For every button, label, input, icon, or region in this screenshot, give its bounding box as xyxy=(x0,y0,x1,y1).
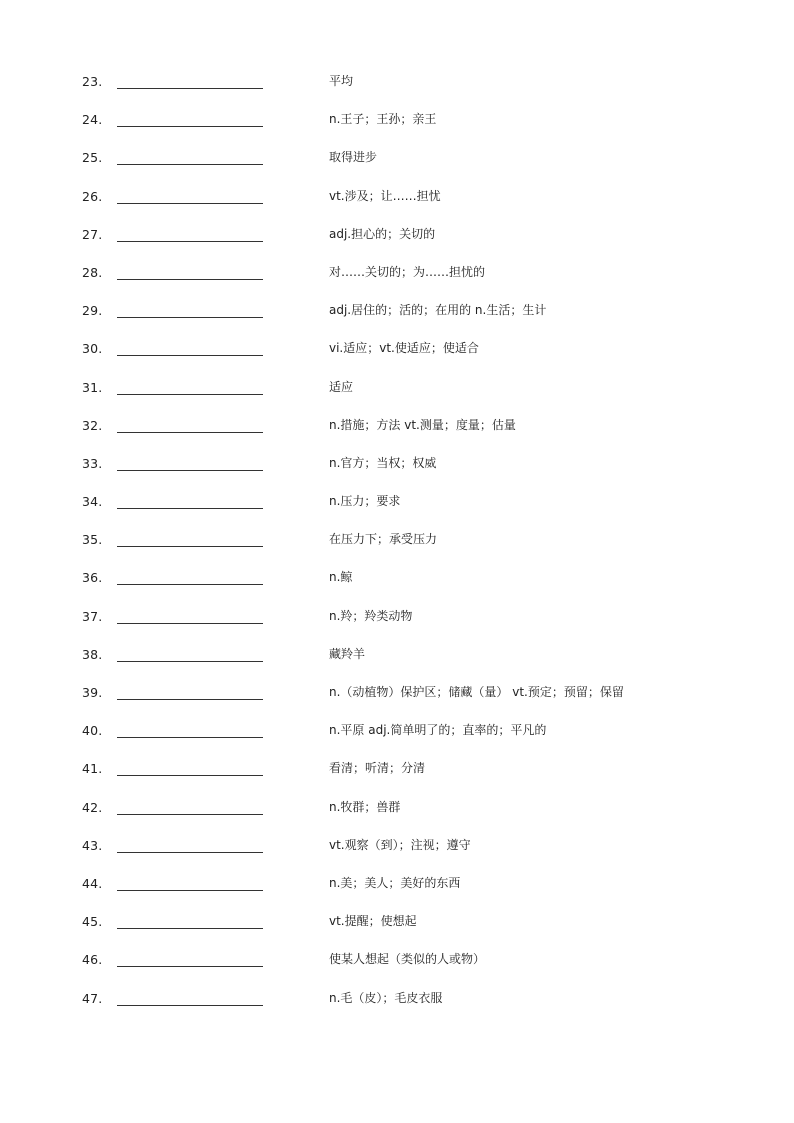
chinese-meaning: 适应 xyxy=(329,379,354,394)
item-number: 47. xyxy=(82,990,103,1006)
vocab-row xyxy=(0,866,794,904)
vocab-row xyxy=(0,446,794,484)
item-number: 46. xyxy=(82,952,103,968)
chinese-meaning: vt.观察（到）；注视；遵守 xyxy=(329,837,471,852)
item-number: 28. xyxy=(82,264,103,280)
chinese-meaning: n.官方；当权；权威 xyxy=(329,455,437,470)
item-number: 30. xyxy=(82,341,103,357)
chinese-meaning: 在压力下；承受压力 xyxy=(329,532,438,547)
answer-blank[interactable] xyxy=(117,164,263,165)
answer-blank[interactable] xyxy=(117,890,263,891)
answer-blank[interactable] xyxy=(117,394,263,395)
item-number: 25. xyxy=(82,150,103,166)
chinese-meaning: 藏羚羊 xyxy=(329,646,366,661)
item-number: 24. xyxy=(82,112,103,128)
vocab-row xyxy=(0,713,794,751)
chinese-meaning: adj.担心的；关切的 xyxy=(329,226,436,241)
answer-blank[interactable] xyxy=(117,88,263,89)
answer-blank[interactable] xyxy=(117,355,263,356)
answer-blank[interactable] xyxy=(117,279,263,280)
item-number: 37. xyxy=(82,608,103,624)
item-number: 23. xyxy=(82,74,103,89)
chinese-meaning: 看清；听清；分清 xyxy=(329,761,426,776)
item-number: 33. xyxy=(82,455,103,471)
answer-blank[interactable] xyxy=(117,241,263,242)
vocab-row xyxy=(0,217,794,255)
vocab-row xyxy=(0,790,794,828)
item-number: 32. xyxy=(82,417,103,433)
answer-blank[interactable] xyxy=(117,546,263,547)
vocab-row xyxy=(0,255,794,293)
chinese-meaning: vi.适应；vt.使适应；使适合 xyxy=(329,341,479,356)
item-number: 41. xyxy=(82,761,103,777)
answer-blank[interactable] xyxy=(117,126,263,127)
item-number: 38. xyxy=(82,646,103,662)
chinese-meaning: n.羚；羚类动物 xyxy=(329,608,413,623)
item-number: 31. xyxy=(82,379,103,395)
answer-blank[interactable] xyxy=(117,317,263,318)
chinese-meaning: n.牧群；兽群 xyxy=(329,799,401,814)
vocab-row xyxy=(0,102,794,140)
answer-blank[interactable] xyxy=(117,661,263,662)
chinese-meaning: vt.涉及；让……担忧 xyxy=(329,188,441,203)
vocab-row xyxy=(0,828,794,866)
answer-blank[interactable] xyxy=(117,966,263,967)
chinese-meaning: 取得进步 xyxy=(329,150,378,165)
item-number: 26. xyxy=(82,188,103,204)
vocab-row xyxy=(0,179,794,217)
vocab-row xyxy=(0,522,794,560)
vocab-row xyxy=(0,751,794,789)
vocab-row xyxy=(0,904,794,942)
chinese-meaning: 平均 xyxy=(329,74,354,88)
item-number: 40. xyxy=(82,723,103,739)
item-number: 39. xyxy=(82,685,103,700)
chinese-meaning: n.平原 adj.简单明了的；直率的；平凡的 xyxy=(329,723,547,738)
vocab-row xyxy=(0,560,794,598)
answer-blank[interactable] xyxy=(117,775,263,776)
item-number: 42. xyxy=(82,799,103,815)
chinese-meaning: n.压力；要求 xyxy=(329,494,401,509)
vocab-row xyxy=(0,331,794,369)
vocab-row xyxy=(0,408,794,446)
vocab-row xyxy=(0,599,794,637)
answer-blank[interactable] xyxy=(117,432,263,433)
item-number: 34. xyxy=(82,494,103,510)
answer-blank[interactable] xyxy=(117,737,263,738)
answer-blank[interactable] xyxy=(117,470,263,471)
chinese-meaning: n.美；美人；美好的东西 xyxy=(329,875,461,890)
item-number: 27. xyxy=(82,226,103,242)
answer-blank[interactable] xyxy=(117,203,263,204)
vocab-row xyxy=(0,484,794,522)
chinese-meaning: adj.居住的；活的；在用的 n.生活；生计 xyxy=(329,303,547,318)
answer-blank[interactable] xyxy=(117,814,263,815)
answer-blank[interactable] xyxy=(117,584,263,585)
item-number: 29. xyxy=(82,303,103,319)
answer-blank[interactable] xyxy=(117,928,263,929)
item-number: 36. xyxy=(82,570,103,586)
chinese-meaning: n.王子；王孙；亲王 xyxy=(329,112,437,127)
chinese-meaning: 对……关切的；为……担忧的 xyxy=(329,264,486,279)
vocabulary-list xyxy=(0,64,794,1019)
answer-blank[interactable] xyxy=(117,1005,263,1006)
answer-blank[interactable] xyxy=(117,699,263,700)
vocab-row xyxy=(0,370,794,408)
item-number: 43. xyxy=(82,837,103,853)
item-number: 45. xyxy=(82,914,103,930)
item-number: 44. xyxy=(82,875,103,891)
chinese-meaning: n.毛（皮）；毛皮衣服 xyxy=(329,990,443,1005)
vocab-row xyxy=(0,140,794,178)
answer-blank[interactable] xyxy=(117,623,263,624)
chinese-meaning: n.（动植物）保护区；储藏（量） vt.预定；预留；保留 xyxy=(329,685,624,699)
chinese-meaning: vt.提醒；使想起 xyxy=(329,914,417,929)
vocab-row xyxy=(0,981,794,1019)
answer-blank[interactable] xyxy=(117,852,263,853)
chinese-meaning: n.鲸 xyxy=(329,570,353,585)
vocab-row xyxy=(0,293,794,331)
vocab-row xyxy=(0,637,794,675)
vocab-row xyxy=(0,64,794,102)
chinese-meaning: 使某人想起（类似的人或物） xyxy=(329,952,486,967)
chinese-meaning: n.措施；方法 vt.测量；度量；估量 xyxy=(329,417,516,432)
vocab-row xyxy=(0,942,794,980)
item-number: 35. xyxy=(82,532,103,548)
vocab-row xyxy=(0,675,794,713)
answer-blank[interactable] xyxy=(117,508,263,509)
